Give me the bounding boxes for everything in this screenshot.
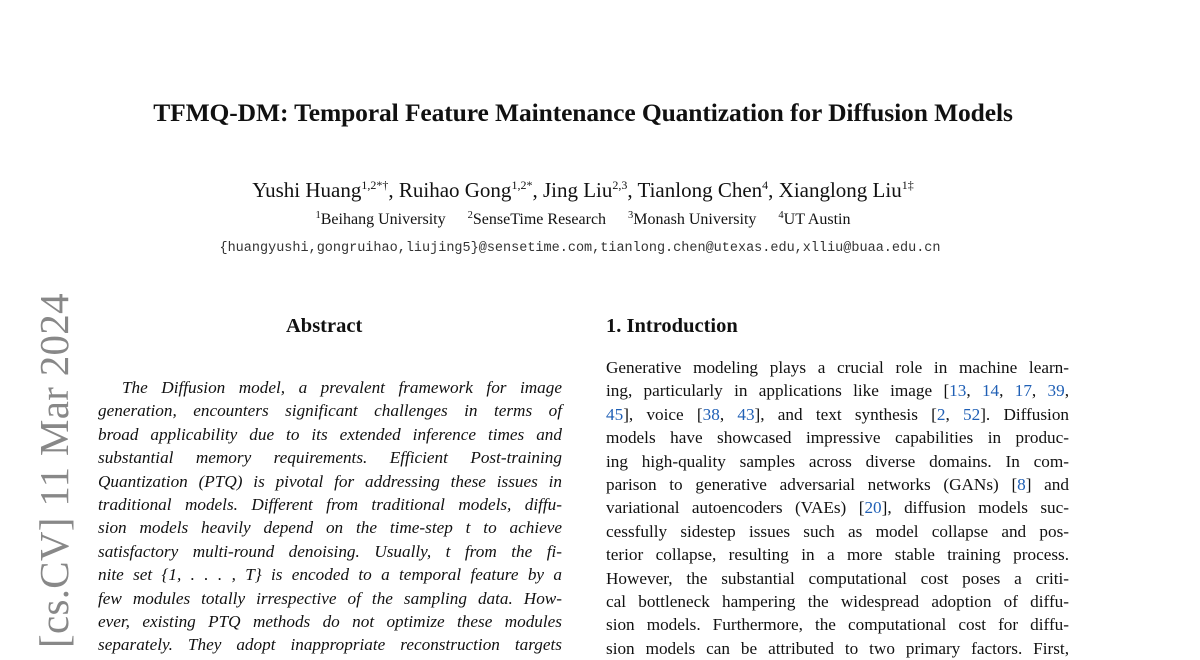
abstract-line: Quantization (PTQ) is pivotal for addressing these issues in [98,471,562,491]
introduction-line [606,613,1069,636]
introduction-text: ], voice [ [623,404,703,424]
abstract-body [98,376,562,657]
paper-title: TFMQ-DM: Temporal Feature Maintenance Quantization for Diffusion Models [153,98,1013,127]
introduction-text: variational autoencoders (VAEs) [ [606,498,865,518]
author-list [0,178,1166,203]
introduction-text: , [1064,381,1069,401]
abstract-heading: Abstract [286,315,363,337]
citation-link[interactable]: 2 [936,404,946,424]
author-emails: {huangyushi,gongruihao,liujing5}@sensetime.com,tianlong.chen@utexas.edu,xlliu@buaa.edu.cn [219,241,941,256]
author: Tianlong Chen$^4$, [637,178,774,202]
citation-link[interactable]: 38 [702,404,720,424]
citation-link[interactable]: 14 [981,381,1000,401]
introduction-line [606,473,1069,496]
introduction-line [606,520,1069,543]
introduction-text: ], and text synthesis [ [754,404,937,424]
introduction-body [606,356,1069,660]
introduction-text: terior collapse, resulting in a more stable training process. [606,545,1069,565]
citation-link[interactable]: 8 [1017,474,1026,494]
introduction-text: ]. Diffusion [980,404,1070,424]
citation-link[interactable]: 20 [864,498,882,518]
introduction-line [606,426,1069,449]
introduction-line [606,590,1069,613]
introduction-line [606,356,1069,379]
introduction-text: ing high-quality samples across diverse domains. In com- [606,451,1069,471]
affiliation: $^4$UT Austin [778,210,851,228]
introduction-line [606,637,1069,660]
affiliation: $^3$Monash University [628,210,757,228]
introduction-line [606,379,1069,402]
introduction-text: , [999,381,1015,401]
affiliation: $^1$Beihang University [315,210,446,228]
abstract-line: traditional models. Different from traditional models, diffu- [98,494,562,514]
introduction-text: sion models can be attributed to two primary factors. First, [606,638,1069,658]
author: Ruihao Gong$^{1,2*}$, [398,178,538,202]
abstract-line: satisfactory multi-round denoising. Usually, t from the fi- [98,541,562,561]
introduction-heading: 1. Introduction [606,315,738,337]
abstract-line: nite set {1, . . . , T} is encoded to a temporal feature by a [98,565,562,585]
introduction-text: , [966,381,982,401]
affiliation: $^2$SenseTime Research [467,210,607,228]
introduction-text: sion models. Furthermore, the computational cost for diffu- [606,615,1069,635]
citation-link[interactable]: 17 [1014,381,1032,401]
citation-link[interactable]: 45 [606,404,624,424]
author: Jing Liu$^{2,3}$, [542,178,633,202]
affiliation-list [0,210,1166,229]
introduction-line [606,543,1069,566]
abstract-line: broad applicability due to its extended inference times and [98,424,562,444]
introduction-line [606,450,1069,473]
introduction-text: ], diffusion models suc- [881,498,1069,518]
abstract-line: separately. They adopt inappropriate reconstruction targets [98,635,562,655]
abstract-line: ever, existing PTQ methods do not optimize these modules [98,611,562,631]
author: Xianglong Liu$^{1\ddagger}$ [778,178,914,202]
introduction-text: models have showcased impressive capabilities in produc- [606,428,1069,448]
introduction-text: , [719,404,738,424]
introduction-text: ] and [1025,474,1069,494]
introduction-line [606,496,1069,519]
introduction-text: parison to generative adversarial networks (GANs) [ [606,474,1018,494]
arxiv-identifier-stamp: [cs.CV] 11 Mar 2024 [31,293,77,648]
introduction-text: Generative modeling plays a crucial role in machine learn- [606,358,1069,377]
abstract-line: sion models heavily depend on the time-step t to achieve [98,518,562,538]
citation-link[interactable]: 43 [737,404,755,424]
introduction-line [606,403,1069,426]
citation-link[interactable]: 52 [963,404,981,424]
introduction-text: , [945,404,963,424]
introduction-text: ing, particularly in applications like image [ [606,381,950,401]
introduction-text: , [1031,381,1048,401]
introduction-line [606,567,1069,590]
introduction-text: cessfully sidestep issues such as model collapse and pos- [606,521,1069,541]
citation-link[interactable]: 13 [949,381,967,401]
abstract-line: few modules totally irrespective of the sampling data. How- [98,588,562,608]
author: Yushi Huang$^{1,2*\dagger}$, [252,178,394,202]
abstract-line: generation, encounters significant challenges in terms of [98,401,562,421]
abstract-line: The Diffusion model, a prevalent framework for image [122,378,562,397]
abstract-line: substantial memory requirements. Efficient Post-training [98,448,562,468]
introduction-text: However, the substantial computational cost poses a criti- [606,568,1069,588]
introduction-text: cal bottleneck hampering the widespread adoption of diffu- [606,591,1069,611]
citation-link[interactable]: 39 [1047,381,1065,401]
